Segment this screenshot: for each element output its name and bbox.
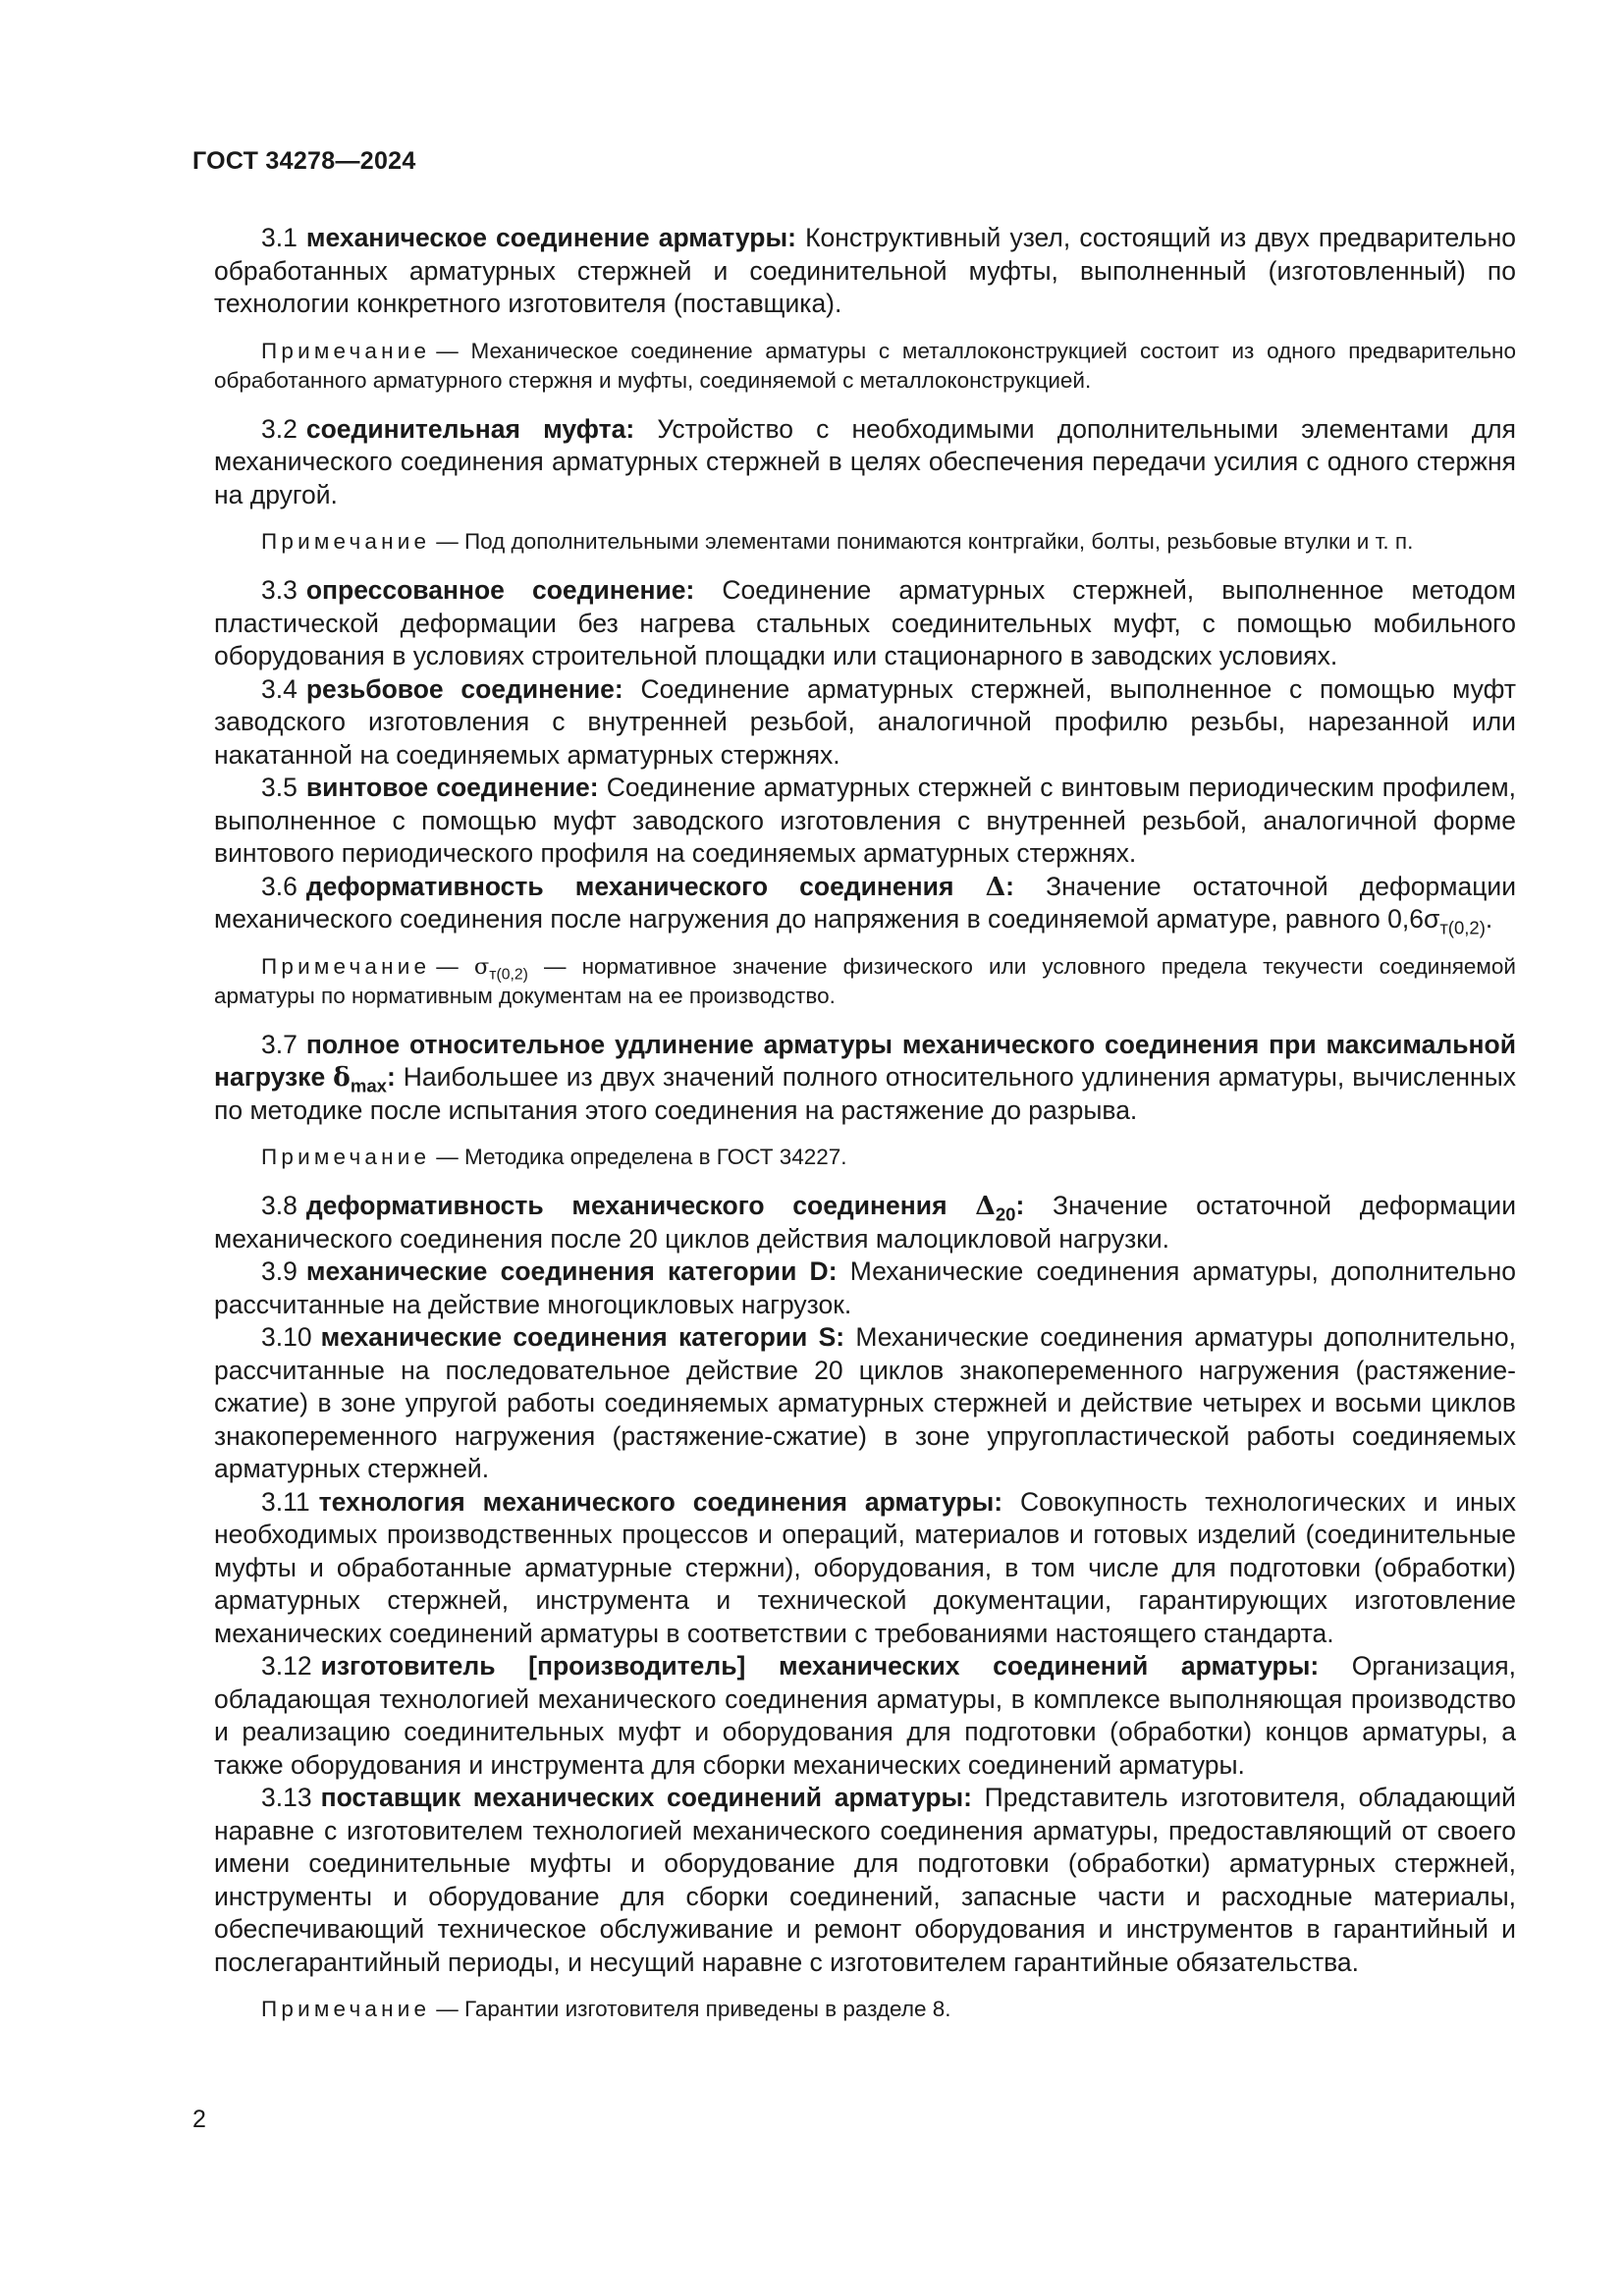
term-3-9 bbox=[214, 1255, 1516, 1321]
delta-symbol: Δ bbox=[985, 871, 1006, 902]
term-title: механическое соединение арматуры: bbox=[305, 223, 796, 252]
cycles-subscript: 20 bbox=[995, 1203, 1016, 1225]
term-tail: . bbox=[1485, 904, 1493, 934]
term-definition: Значение остаточной деформации механического соединения после 20 циклов действия малоцикловой нагрузки. bbox=[214, 1191, 1516, 1254]
note-text: — Механическое соединение арматуры с металлоконструкцией состоит из одного предварительно обработанного арматурного стержня и муфты, соединяемой с металлоконструкцией. bbox=[214, 338, 1516, 393]
term-title: технология механического соединения арматуры: bbox=[318, 1486, 1003, 1517]
note-3-1 bbox=[214, 337, 1516, 396]
note-text: — Методика определена в ГОСТ 34227. bbox=[436, 1145, 847, 1169]
term-definition: Значение остаточной деформации механического соединения после нагружения до напряжения в соединяемой арматуре, равного 0,6σ bbox=[214, 871, 1516, 934]
term-title: поставщик механических соединений арматуры: bbox=[320, 1783, 972, 1812]
term-definition: Представитель изготовителя, обладающий наравне с изготовителем технологией механического соединения арматуры, предоставляющий от своего имени соединительные муфты и оборудование для подготовки (обработки) арматурных стержней, инструменты и оборудование для сборки соединений, запасные части и расходные материалы, обеспечивающий техническое обслуживание и ремонт оборудования и инструментов в гарантийный и послегарантийный периоды, и несущий наравне с изготовителем гарантийные обязательства. bbox=[214, 1783, 1516, 1977]
note-text: — Под дополнительными элементами понимаются контргайки, болты, резьбовые втулки и т. п. bbox=[436, 529, 1414, 554]
term-number: 3.1 bbox=[261, 223, 298, 252]
term-title: деформативность механического соединения bbox=[305, 871, 954, 901]
term-number: 3.5 bbox=[261, 773, 298, 802]
term-number: 3.13 bbox=[261, 1783, 312, 1812]
note-label: Примечание bbox=[261, 1145, 431, 1169]
delta-symbol: δ bbox=[333, 1062, 351, 1093]
term-definition: Конструктивный узел, состоящий из двух предварительно обработанных арматурных стержней и соединительной муфты, выполненный (изготовленный) по технологии конкретного изготовителя (поставщика). bbox=[214, 223, 1516, 318]
note-3-7 bbox=[214, 1143, 1516, 1172]
note-3-13 bbox=[214, 1995, 1516, 2024]
term-colon: : bbox=[1005, 871, 1014, 901]
term-title: полное относительное удлинение арматуры механического соединения при максимальной нагрузке bbox=[214, 1029, 1516, 1092]
term-definition: Соединение арматурных стержней с винтовым периодическим профилем, выполненное с помощью муфт заводского изготовления с внутренней резьбой, аналогичной форме винтового периодического профиля на соединяемых арматурных стержнях. bbox=[214, 773, 1516, 868]
term-definition: Соединение арматурных стержней, выполненное методом пластической деформации без нагрева стальных соединительных муфт, с помощью мобильного оборудования в условиях строительной площадки или стационарного в заводских условиях. bbox=[214, 575, 1516, 670]
term-number: 3.8 bbox=[261, 1191, 298, 1220]
term-definition: Организация, обладающая технологией механического соединения арматуры, в комплексе выполняющая производство и реализацию соединительных муфт и оборудования для подготовки (обработки) концов арматуры, а также оборудования и инструмента для сборки механических соединений арматуры. bbox=[214, 1651, 1516, 1780]
term-definition: Устройство с необходимыми дополнительными элементами для механического соединения арматурных стержней в целях обеспечения передачи усилия с одного стержня на другой. bbox=[214, 413, 1516, 509]
term-3-12 bbox=[214, 1650, 1516, 1782]
term-3-5 bbox=[214, 772, 1516, 871]
sigma-symbol: σ bbox=[473, 953, 490, 980]
terms-section bbox=[214, 222, 1516, 2024]
note-3-2 bbox=[214, 527, 1516, 557]
term-3-2 bbox=[214, 413, 1516, 512]
note-label: Примечание bbox=[261, 1997, 431, 2021]
term-number: 3.6 bbox=[261, 871, 298, 901]
yield-subscript: т(0,2) bbox=[489, 966, 528, 983]
term-3-13 bbox=[214, 1782, 1516, 1979]
page-number: 2 bbox=[192, 2106, 206, 2133]
term-number: 3.10 bbox=[261, 1322, 312, 1352]
term-number: 3.2 bbox=[261, 413, 298, 444]
term-definition: Механические соединения арматуры, дополнительно рассчитанные на действие многоцикловых нагрузок. bbox=[214, 1256, 1516, 1319]
term-3-8 bbox=[214, 1190, 1516, 1255]
term-definition: Механические соединения арматуры дополнительно, рассчитанные на последовательное действие 20 циклов знакопеременного нагружения (растяжение-сжатие) в зоне упругой работы соединяемых арматурных стержней и действие четырех и восьми циклов знакопеременного нагружения (растяжение-сжатие) в зоне упругопластической работы соединяемых арматурных стержней. bbox=[214, 1322, 1516, 1483]
term-3-1 bbox=[214, 222, 1516, 321]
term-title: винтовое соединение: bbox=[305, 773, 599, 802]
term-number: 3.3 bbox=[261, 575, 298, 605]
term-number: 3.9 bbox=[261, 1256, 298, 1286]
term-number: 3.11 bbox=[261, 1486, 310, 1517]
document-header: ГОСТ 34278—2024 bbox=[192, 147, 416, 175]
term-number: 3.12 bbox=[261, 1651, 312, 1681]
term-number: 3.4 bbox=[261, 673, 298, 704]
term-colon: : bbox=[386, 1062, 396, 1092]
note-label: Примечание bbox=[261, 529, 431, 554]
term-title: деформативность механического соединения bbox=[305, 1191, 947, 1220]
term-definition: Соединение арматурных стержней, выполненное с помощью муфт заводского изготовления с внутренней резьбой, аналогичной профилю резьбы, нарезанной или накатанной на соединяемых арматурных стержнях. bbox=[214, 673, 1516, 770]
note-label: Примечание bbox=[261, 953, 431, 979]
delta-symbol: Δ bbox=[975, 1191, 996, 1221]
term-definition: Совокупность технологических и иных необходимых производственных процессов и операций, материалов и готовых изделий (соединительные муфты и обработанные арматурные стержни), оборудования, в том числе для подготовки (обработки) арматурных стержней, инструмента и технической документации, гарантирующих изготовление механических соединений арматуры в соответствии с требованиями настоящего стандарта. bbox=[214, 1486, 1516, 1648]
term-3-6 bbox=[214, 871, 1516, 936]
term-title: механические соединения категории S: bbox=[320, 1322, 845, 1352]
note-text: — Гарантии изготовителя приведены в разделе 8. bbox=[436, 1997, 951, 2021]
term-3-4 bbox=[214, 673, 1516, 773]
term-title: опрессованное соединение: bbox=[305, 575, 695, 605]
term-3-7 bbox=[214, 1029, 1516, 1128]
note-label: Примечание bbox=[261, 338, 431, 363]
yield-subscript: т(0,2) bbox=[1439, 917, 1486, 938]
term-title: резьбовое соединение: bbox=[305, 673, 623, 704]
term-title: механические соединения категории D: bbox=[305, 1256, 838, 1286]
term-definition: Наибольшее из двух значений полного относительного удлинения арматуры, вычисленных по методике после испытания этого соединения на растяжение до разрыва. bbox=[214, 1062, 1516, 1125]
term-number: 3.7 bbox=[261, 1029, 298, 1059]
term-colon: : bbox=[1015, 1191, 1025, 1220]
term-title: соединительная муфта: bbox=[305, 413, 635, 444]
term-3-3 bbox=[214, 574, 1516, 673]
term-title: изготовитель [производитель] механических соединений арматуры: bbox=[320, 1651, 1320, 1681]
note-text: — нормативное значение физического или условного предела текучести соединяемой арматуры по нормативным документам на ее производство. bbox=[214, 953, 1516, 1008]
term-3-10 bbox=[214, 1321, 1516, 1486]
max-subscript: max bbox=[350, 1075, 387, 1096]
note-3-6 bbox=[214, 952, 1516, 1011]
note-dash: — bbox=[436, 953, 474, 979]
term-3-11 bbox=[214, 1486, 1516, 1651]
